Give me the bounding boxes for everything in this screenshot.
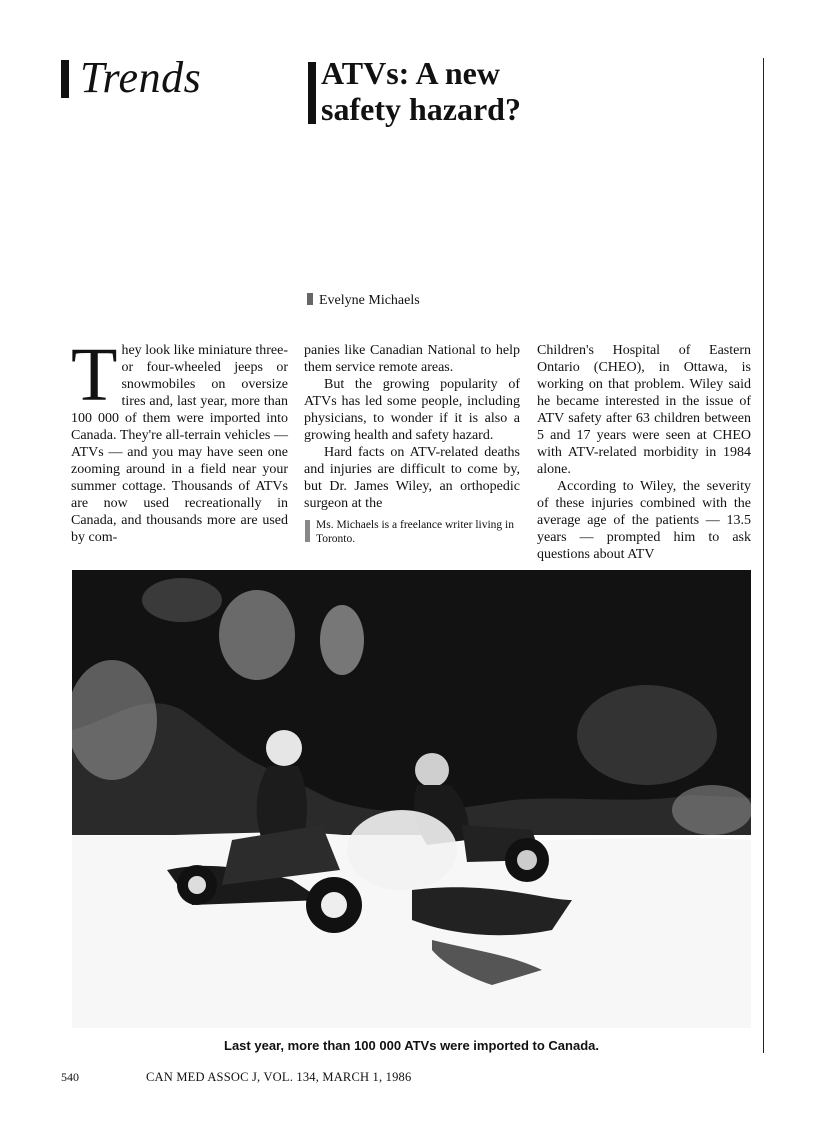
atv-photograph [72,570,751,1028]
paragraph: Hard facts on ATV-related deaths and injuries are difficult to come by, but Dr. James Wiley, an orthopedic surgeon at the [304,445,520,511]
footnote-text: Ms. Michaels is a freelance writer living in Toronto. [316,519,514,545]
title-line-1: ATVs: A new [321,55,500,91]
column-rule [763,58,764,1053]
paragraph: panies like Canadian National to help them service remote areas. [304,343,520,375]
photo-illustration [72,570,751,1028]
paragraph-text: hey look like miniature three- or four-wheeled jeeps or snowmobiles on oversize tires and, last year, more than 100 000 of them were imported into Canada. They're all-terrain vehicles — ATVs — and you may have seen one zooming around in a field near your summer cottage. Thousands of ATVs are now used recreationally in Canada, and thousands more are used by com- [71,343,288,545]
footnote-marker [305,520,310,542]
drop-cap: T [71,333,118,417]
paragraph [71,333,288,546]
byline [307,292,420,310]
text-column-1 [71,333,288,546]
author-name: Evelyne Michaels [319,293,420,308]
author-footnote [304,518,520,546]
section-bar [61,60,69,98]
title-bar [308,62,316,124]
section-label: Trends [80,53,202,102]
title-line-2: safety hazard? [321,91,521,127]
journal-citation: CAN MED ASSOC J, VOL. 134, MARCH 1, 1986 [146,1070,412,1084]
paragraph: Children's Hospital of Eastern Ontario (CHEO), in Ottawa, is working on that problem. Wiley said he became interested in the issue of ATV safety after 63 children between 5 and 17 years were seen at CHEO with ATV-related morbidity in 1984 alone. [537,343,751,477]
paragraph: According to Wiley, the severity of these injuries combined with the average age of the patients — 13.5 years — prompted him to ask questions about ATV [537,479,751,562]
page-number: 540 [61,1070,79,1084]
text-column-2 [304,342,520,546]
paragraph: But the growing popularity of ATVs has led some people, including physicians, to wonder if it is also a growing health and safety hazard. [304,377,520,443]
article-title [321,55,651,127]
photo-caption: Last year, more than 100 000 ATVs were imported to Canada. [224,1038,599,1053]
byline-marker [307,293,313,305]
text-column-3 [537,342,751,563]
